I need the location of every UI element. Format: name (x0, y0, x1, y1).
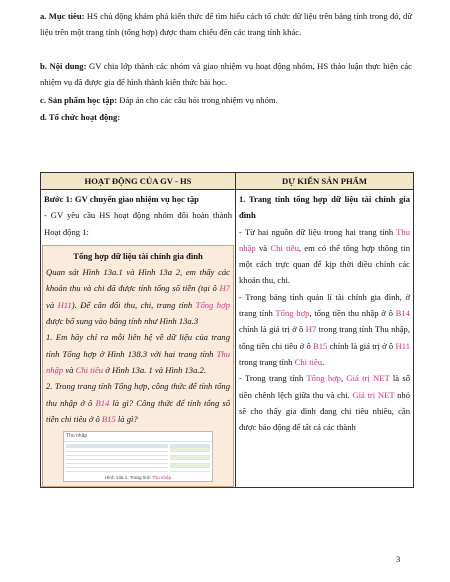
page-number: 3 (396, 554, 401, 564)
step-title: Bước 1: GV chuyển giao nhiệm vụ học tập (44, 194, 199, 204)
paragraph-product (40, 92, 412, 108)
thumbnail-grid-left (66, 444, 168, 472)
objective-text: HS chủ động khám phá kiến thức để tìm hiểu cách tổ chức dữ liệu trên bảng tính trong đó, dữ liệu trên một trang tính (tổng hợp) được tham chiếu đến các trang tính khác. (40, 11, 413, 38)
box-paragraph-1: Quan sát Hình 13a.1 và Hình 13a 2, em thấy các khoản thu và chi đã được tính tổng số tiền (tại ô H7 và H11). Để cân đối thu, chi, trang tính Tổng hợp được bổ sung vào bảng tính như Hình 13a.3 (46, 267, 230, 327)
activity-box (42, 245, 234, 487)
product-title: 1. Trang tính tổng hợp dữ liệu tài chính gia đình (239, 194, 410, 221)
spreadsheet-thumbnail (63, 431, 213, 482)
right-cell (236, 190, 414, 488)
paragraph-objective (40, 8, 412, 41)
product-text: Đáp án cho các câu hỏi trong nhiệm vụ nhóm. (117, 95, 278, 105)
box-paragraph-2: 1. Em hãy chỉ ra mỗi liên hệ về dữ liệu của trang tính Tổng hợp ở Hình 138.3 với hai trang tính Thu nhập và Chi tiêu ở Hình 13a. 1 và Hình 13a.2. (46, 332, 230, 375)
box-paragraph-3: 2. Trong trang tính Tổng hợp, công thức để tính tổng thu nhập ở ô B14 là gì? Công thức để tính tổng số tiền chi tiêu ở ô B15 là gì? (46, 381, 230, 424)
product-paragraph-2: - Trong bảng tính quản lí tài chính gia đình, ở trang tính Tổng hợp, tổng tiền thu nhập ở ô B14 chính là giá trị ở ô H7 trong trang tính Thu nhập, tổng tiền chi tiêu ở ô B15 chính là giá trị ở ô H11 trong trang tính Chi tiêu. (239, 291, 410, 367)
paragraph-organize (40, 109, 412, 125)
thumbnail-title: Thu nhập (64, 432, 212, 442)
product-label: c. Sản phẩm học tập: (40, 95, 118, 105)
thumbnail-caption: Hình 13a.1. Trang tính Thu nhập (104, 475, 172, 481)
paragraph-content (40, 58, 412, 91)
header-expected-product: DỰ KIẾN SẢN PHẨM (236, 173, 414, 190)
thumbnail-grid-right (170, 444, 210, 472)
box-title: Tổng hợp dữ liệu tài chính gia đình (73, 250, 203, 261)
product-paragraph-1: - Từ hai nguồn dữ liệu trong hai trang tính Thu nhập và Chi tiêu, em có thể tổng hợp thông tin một cách trực quan để kịp thời điều chỉnh các khoản thu, chi. (239, 226, 410, 286)
left-cell (41, 190, 236, 488)
objective-label: a. Mục tiêu: (40, 11, 85, 21)
content-label: b. Nội dung: (40, 61, 87, 71)
organize-label: d. Tổ chức hoạt động: (40, 112, 121, 122)
content-text: GV chia lớp thành các nhóm và giao nhiệm vụ hoạt động nhóm, HS thảo luận thực hiện các nhiệm vụ đã được gia để hình thành kiến thức bài học. (40, 61, 412, 88)
product-paragraph-3: - Trong trang tính Tổng hợp, Giá trị NET là số tiền chênh lệch giữa thu và chi. Giá trị NET nhỏ sẽ cho thấy gia đình đang chi tiêu nhiều, cần được báo động để tất cả các thành (239, 373, 411, 433)
step-text: - GV yêu cầu HS hoạt động nhóm đôi hoàn thành Hoạt động 1: (44, 210, 232, 237)
activity-table (40, 172, 414, 488)
header-teacher-student: HOẠT ĐỘNG CỦA GV - HS (41, 173, 236, 190)
